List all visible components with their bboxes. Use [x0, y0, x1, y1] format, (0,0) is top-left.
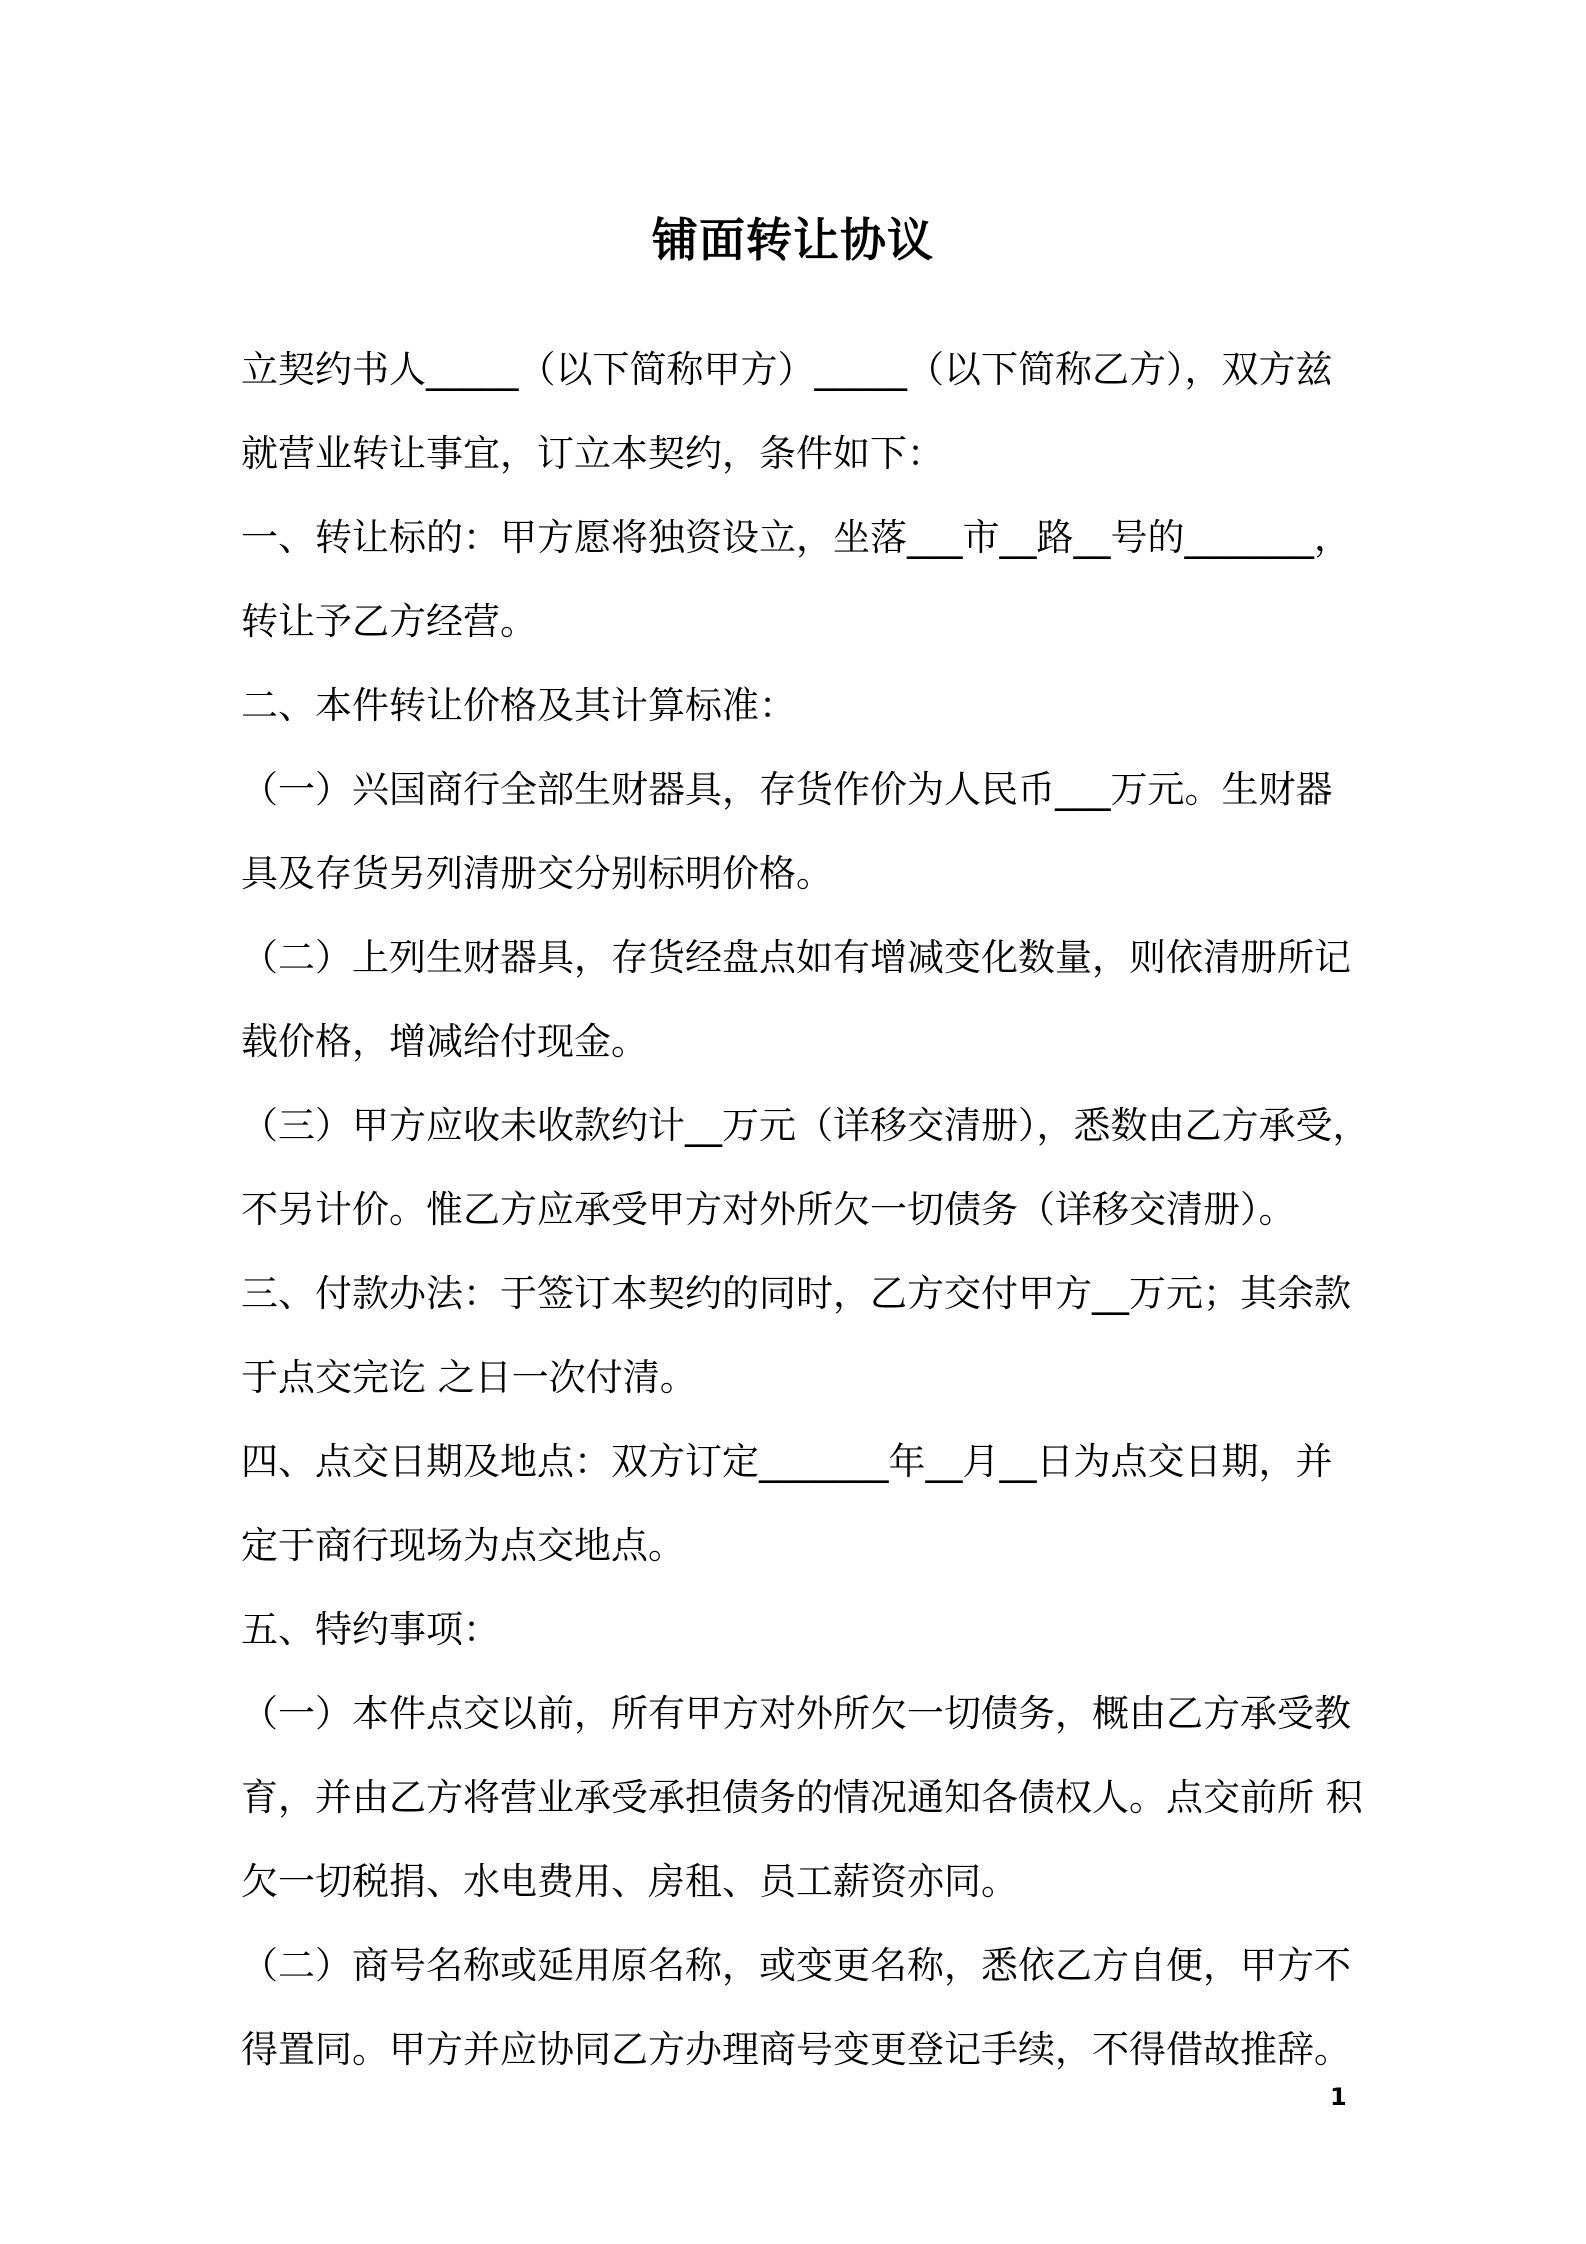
- paragraph-line: （三）甲方应收未收款约计__万元（详移交清册），悉数由乙方承受，: [241, 1104, 1370, 1147]
- paragraph-line: （二）上列生财器具，存货经盘点如有增减变化数量，则依清册所记: [241, 936, 1351, 979]
- paragraph-line: 四、点交日期及地点：双方订定_______年__月__日为点交日期，并: [241, 1440, 1333, 1483]
- paragraph-line: 立契约书人_____（以下简称甲方）_____（以下简称乙方），双方兹: [241, 348, 1333, 391]
- paragraph-line: 得置同。甲方并应协同乙方办理商号变更登记手续，不得借故推辞。: [241, 2028, 1351, 2071]
- paragraph-line: 二、本件转让价格及其计算标准：: [241, 684, 796, 727]
- document-title: 铺面转让协议: [652, 213, 934, 267]
- document-body: [241, 328, 1371, 2092]
- paragraph-line: 转让予乙方经营。: [241, 600, 537, 643]
- page-number: 1: [1330, 2083, 1347, 2111]
- paragraph-line: 于点交完讫 之日一次付清。: [241, 1356, 697, 1399]
- paragraph-line: 具及存货另列清册交分别标明价格。: [241, 852, 833, 895]
- paragraph-line: 欠一切税捐、水电费用、房租、员工薪资亦同。: [241, 1860, 1018, 1903]
- paragraph-line: 五、特约事项：: [241, 1608, 500, 1651]
- paragraph-line: 一、转让标的：甲方愿将独资设立，坐落___市__路__号的_______，: [241, 516, 1351, 559]
- paragraph-line: （一）本件点交以前，所有甲方对外所欠一切债务，概由乙方承受教: [241, 1692, 1351, 1735]
- paragraph-line: 三、付款办法：于签订本契约的同时，乙方交付甲方__万元；其余款: [241, 1272, 1351, 1315]
- paragraph-line: 载价格，增减给付现金。: [241, 1020, 648, 1063]
- paragraph-line: 定于商行现场为点交地点。: [241, 1524, 685, 1567]
- paragraph-line: （一）兴国商行全部生财器具，存货作价为人民币___万元。生财器: [241, 768, 1333, 811]
- paragraph-line: 就营业转让事宜，订立本契约，条件如下：: [241, 432, 944, 475]
- paragraph-line: 不另计价。惟乙方应承受甲方对外所欠一切债务（详移交清册）。: [241, 1188, 1296, 1231]
- paragraph-line: 育，并由乙方将营业承受承担债务的情况通知各债权人。点交前所 积: [241, 1776, 1363, 1819]
- paragraph-line: （二）商号名称或延用原名称，或变更名称，悉依乙方自便，甲方不: [241, 1944, 1351, 1987]
